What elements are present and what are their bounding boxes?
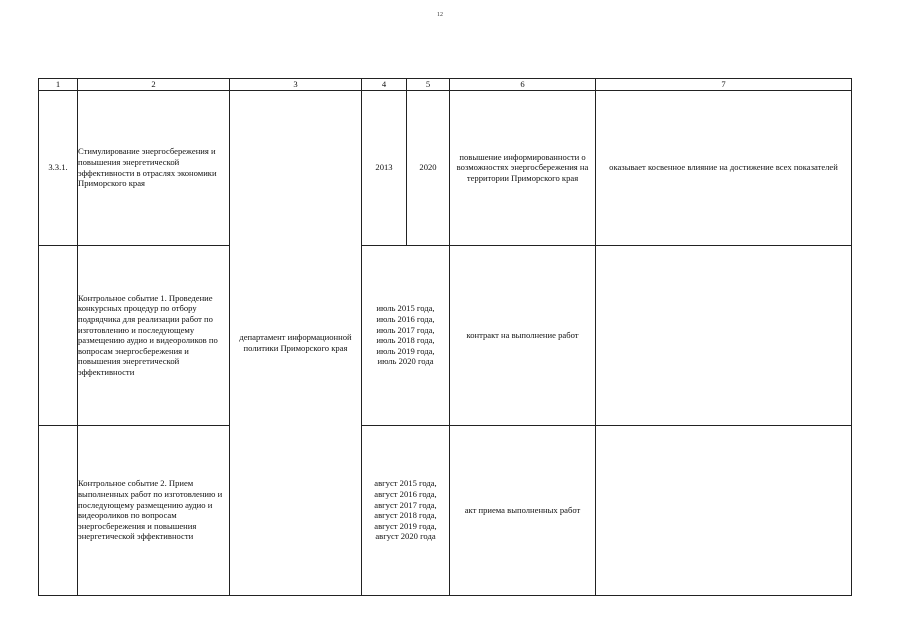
header-cell-2: 2 [78,79,230,91]
page-number: 12 [437,12,443,18]
result-cell: акт приема выполненных работ [450,425,596,595]
program-table [38,78,852,596]
row-number-cell [39,245,78,425]
header-cell-4: 4 [362,79,407,91]
influence-cell: оказывает косвенное влияние на достижение всех показателей [596,90,852,245]
header-cell-6: 6 [450,79,596,91]
end-year-cell: 2020 [407,90,450,245]
row-number-cell [39,425,78,595]
measure-cell: Стимулирование энергосбережения и повышения энергетической эффективности в отраслях экономики Приморского края [78,90,230,245]
dates-cell: июль 2015 года, июль 2016 года, июль 2017 года, июль 2018 года, июль 2019 года, июль 2020 года [362,245,450,425]
header-cell-1: 1 [39,79,78,91]
header-cell-5: 5 [407,79,450,91]
start-year-cell: 2013 [362,90,407,245]
row-number-cell: 3.3.1. [39,90,78,245]
result-cell: контракт на выполнение работ [450,245,596,425]
table-row [39,425,852,595]
influence-cell [596,425,852,595]
header-cell-3: 3 [230,79,362,91]
measure-cell: Контрольное событие 2. Прием выполненных работ по изготовлению и последующему размещению аудио и видеороликов по вопросам энергосбережения и повышения энергетической эффективности [78,425,230,595]
header-cell-7: 7 [596,79,852,91]
measure-cell: Контрольное событие 1. Проведение конкурсных процедур по отбору подрядчика для реализации работ по изготовлению и последующему размещению аудио и видеороликов по вопросам энергосбережения и повышения энергетической эффективности [78,245,230,425]
header-row [39,79,852,91]
influence-cell [596,245,852,425]
responsible-cell: департамент информационной политики Приморского края [230,90,362,595]
table-row [39,90,852,245]
table-row [39,245,852,425]
dates-cell: август 2015 года, август 2016 года, август 2017 года, август 2018 года, август 2019 года, август 2020 года [362,425,450,595]
result-cell: повышение информированности о возможностях энергосбережения на территории Приморского края [450,90,596,245]
